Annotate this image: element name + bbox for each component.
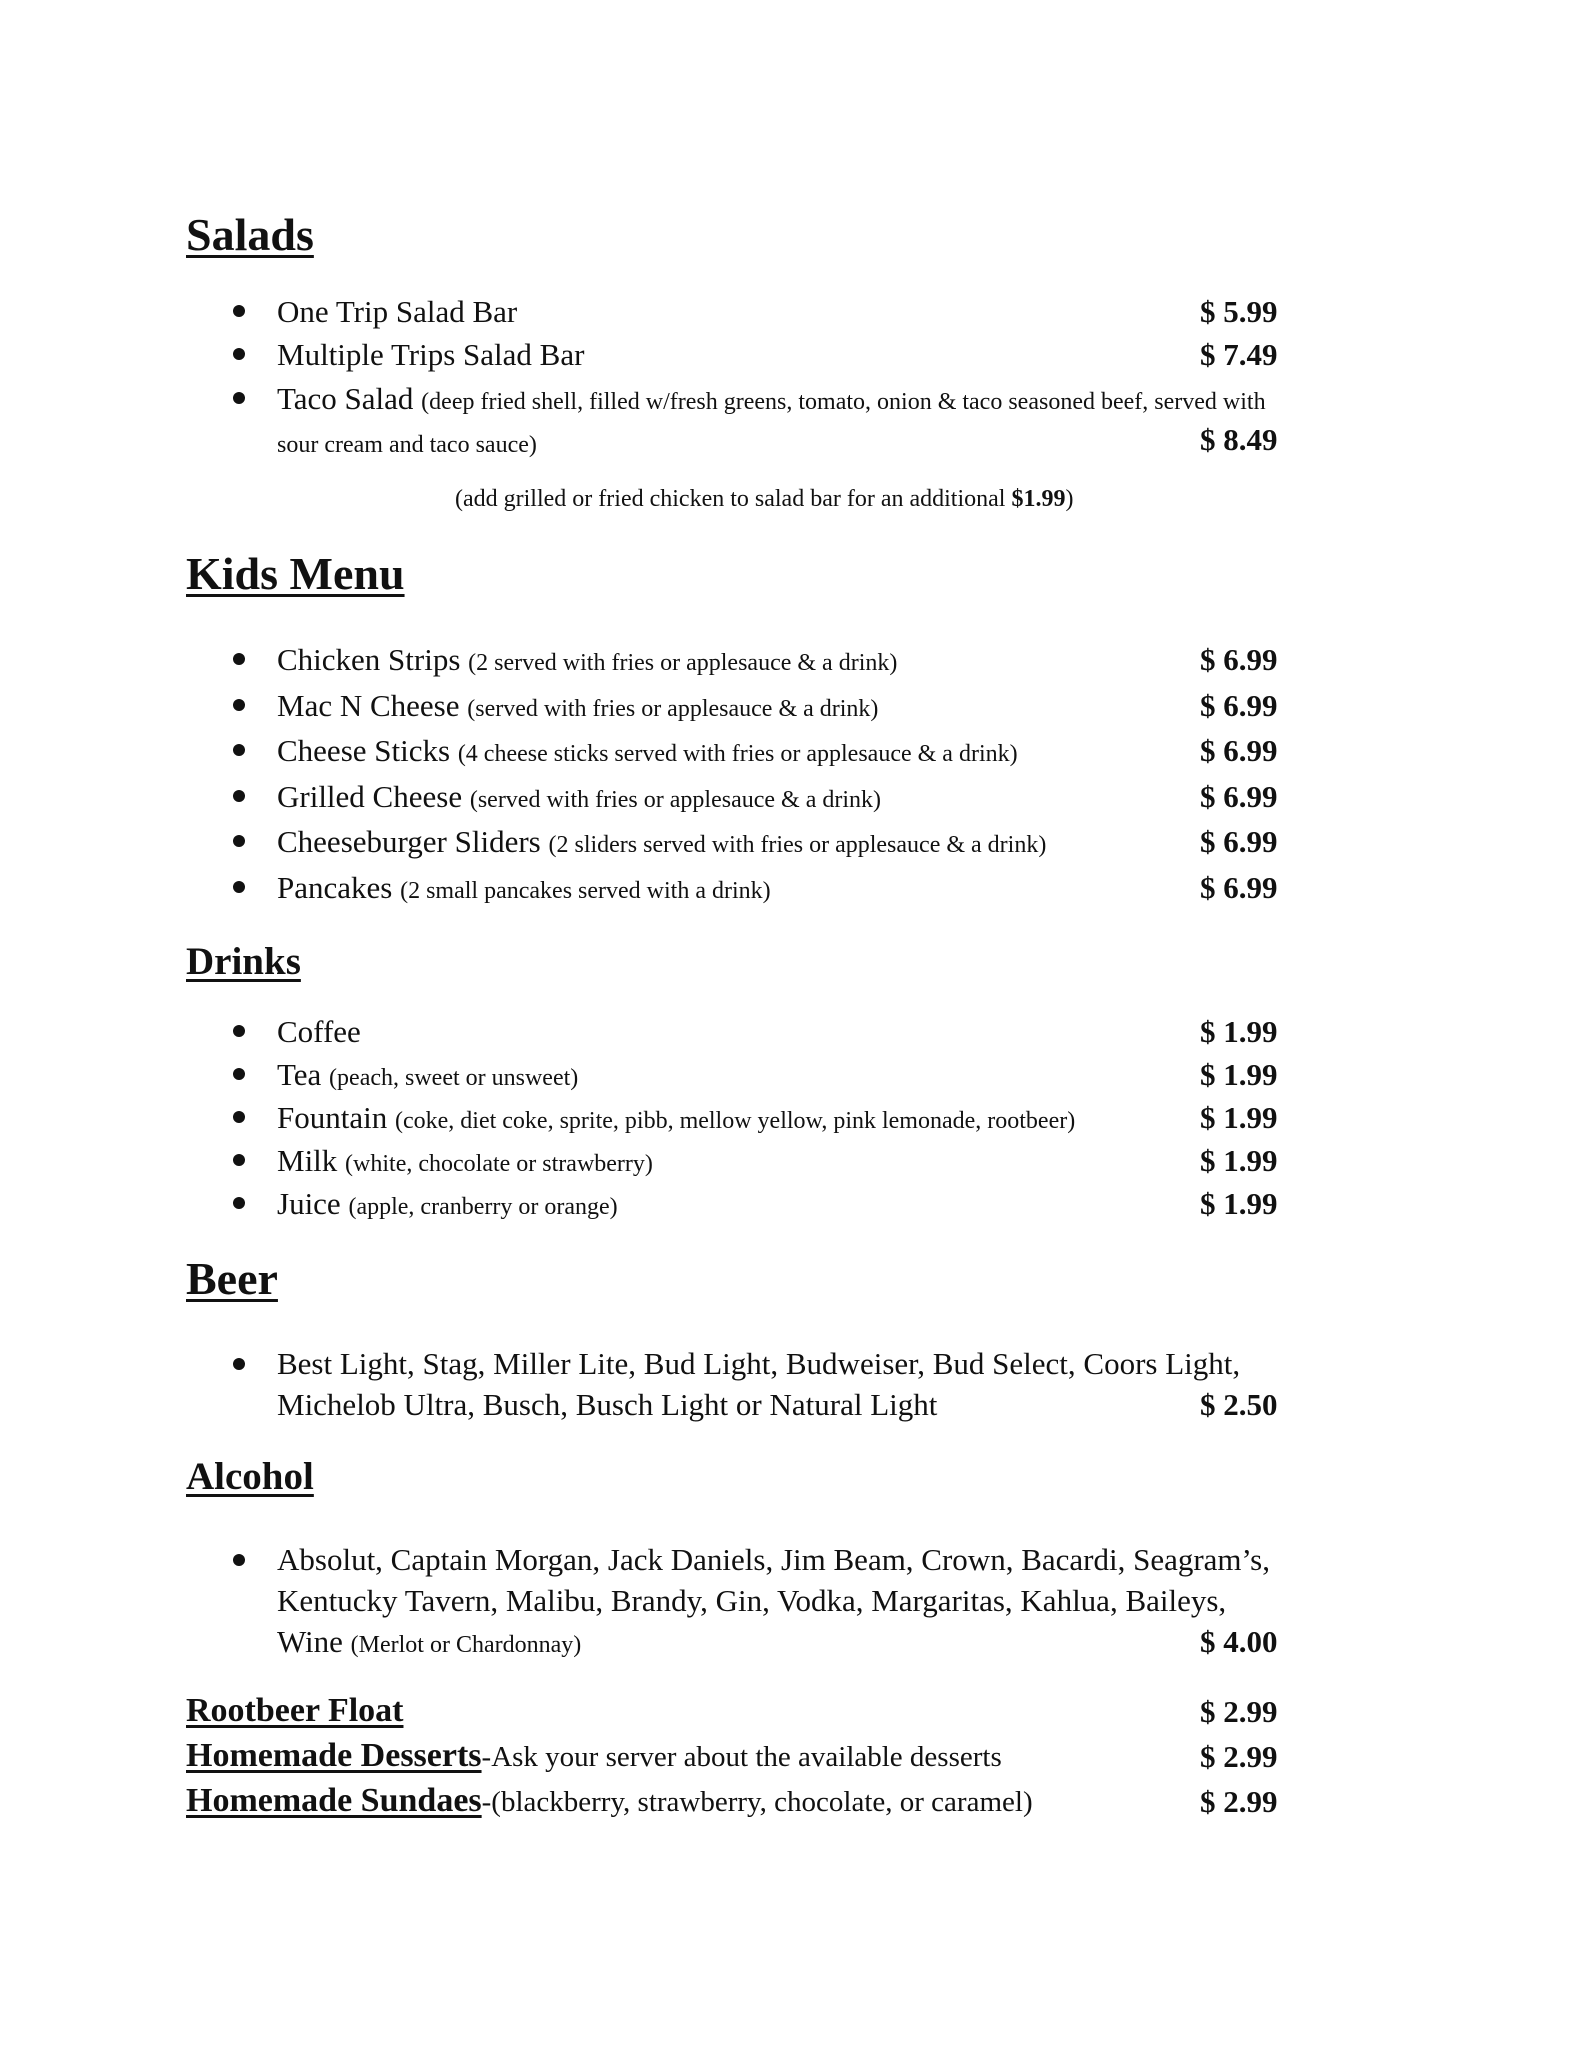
kids-item-price: $ 6.99 <box>1200 733 1278 768</box>
extra-item <box>186 1784 1033 1818</box>
extra-item-name: Homemade Desserts <box>186 1737 482 1774</box>
salad-item-desc-cont <box>277 426 537 457</box>
extra-item-text: -Ask your server about the available desserts <box>481 1741 1002 1773</box>
salad-item-desc: (deep fried shell, filled w/fresh greens, tomato, onion & taco seasoned beef, served with <box>421 389 1266 415</box>
bullet-icon <box>233 1068 245 1080</box>
drink-item-name: Coffee <box>277 1014 361 1049</box>
kids-item <box>277 690 878 721</box>
drink-item-price: $ 1.99 <box>1200 1100 1278 1135</box>
bullet-icon <box>233 392 245 404</box>
beer-price: $ 2.50 <box>1200 1387 1278 1422</box>
drink-item <box>277 1102 1075 1133</box>
bullet-icon <box>233 744 245 756</box>
kids-item-desc: (served with fries or applesauce & a drink) <box>467 696 879 722</box>
drink-item-price: $ 1.99 <box>1200 1143 1278 1178</box>
salad-item <box>277 383 1266 414</box>
bullet-icon <box>233 699 245 711</box>
extra-item <box>186 1739 1002 1773</box>
kids-item-desc: (2 small pancakes served with a drink) <box>400 878 771 904</box>
bullet-icon <box>233 790 245 802</box>
kids-item-desc: (2 sliders served with fries or applesauce & a drink) <box>548 832 1047 858</box>
salad-item-desc-line2: sour cream and taco sauce) <box>277 432 537 458</box>
bullet-icon <box>233 348 245 360</box>
alcohol-heading: Alcohol <box>186 1455 314 1498</box>
alcohol-list-line2: Kentucky Tavern, Malibu, Brandy, Gin, Vodka, Margaritas, Kahlua, Baileys, <box>277 1583 1227 1618</box>
kids-item-name: Mac N Cheese <box>277 688 460 723</box>
drink-item-price: $ 1.99 <box>1200 1057 1278 1092</box>
kids-item-price: $ 6.99 <box>1200 824 1278 859</box>
kids-item-desc: (served with fries or applesauce & a drink) <box>469 787 882 813</box>
alcohol-list-line1: Absolut, Captain Morgan, Jack Daniels, Jim Beam, Crown, Bacardi, Seagram’s, <box>277 1542 1270 1577</box>
kids-item-price: $ 6.99 <box>1200 779 1278 814</box>
extra-item-text: -(blackberry, strawberry, chocolate, or caramel) <box>481 1786 1033 1818</box>
bullet-icon <box>233 881 245 893</box>
drink-item-name: Fountain <box>277 1100 388 1135</box>
salad-item-price: $ 8.49 <box>1200 422 1278 457</box>
drink-item <box>277 1145 653 1176</box>
kids-item <box>277 644 897 675</box>
kids-item-name: Pancakes <box>277 870 393 905</box>
alcohol-list-line3 <box>277 1626 581 1657</box>
salad-note-price: $1.99 <box>1011 486 1066 512</box>
extra-item-price: $ 2.99 <box>1200 1694 1278 1729</box>
salad-note <box>455 487 1073 511</box>
salad-item-name: Taco Salad <box>277 381 414 416</box>
kids-item-price: $ 6.99 <box>1200 688 1278 723</box>
salad-item-price: $ 5.99 <box>1200 294 1278 329</box>
bullet-icon <box>233 653 245 665</box>
drink-item-desc: (coke, diet coke, sprite, pibb, mellow yellow, pink lemonade, rootbeer) <box>394 1108 1076 1134</box>
salad-note-text: (add grilled or fried chicken to salad bar for an additional <box>455 486 1006 512</box>
kids-item-price: $ 6.99 <box>1200 870 1278 905</box>
kids-item-name: Cheese Sticks <box>277 733 451 768</box>
salad-item-price: $ 7.49 <box>1200 337 1278 372</box>
drink-item-desc: (apple, cranberry or orange) <box>348 1194 618 1220</box>
salad-item-name: One Trip Salad Bar <box>277 294 518 329</box>
drink-item <box>277 1059 578 1090</box>
drink-item <box>277 1016 361 1047</box>
bullet-icon <box>233 1154 245 1166</box>
drink-item <box>277 1188 618 1219</box>
bullet-icon <box>233 1111 245 1123</box>
bullet-icon <box>233 305 245 317</box>
drinks-heading: Drinks <box>186 940 301 983</box>
salad-note-close: ) <box>1065 486 1074 512</box>
bullet-icon <box>233 1025 245 1037</box>
kids-item <box>277 826 1046 857</box>
kids-item-desc: (4 cheese sticks served with fries or applesauce & a drink) <box>457 741 1018 767</box>
extra-item-name: Homemade Sundaes <box>186 1782 482 1819</box>
kids-item-name: Chicken Strips <box>277 642 461 677</box>
kids-item-price: $ 6.99 <box>1200 642 1278 677</box>
kids-item <box>277 781 881 812</box>
alcohol-wine-name: Wine <box>277 1624 343 1659</box>
kids-item-name: Grilled Cheese <box>277 779 463 814</box>
drink-item-name: Milk <box>277 1143 338 1178</box>
beer-heading: Beer <box>186 1253 278 1304</box>
drink-item-price: $ 1.99 <box>1200 1186 1278 1221</box>
drink-item-name: Juice <box>277 1186 341 1221</box>
kids-item <box>277 872 771 903</box>
salads-heading: Salads <box>186 209 314 260</box>
kids-item <box>277 735 1018 766</box>
bullet-icon <box>233 835 245 847</box>
drink-item-desc: (peach, sweet or unsweet) <box>329 1065 579 1091</box>
extra-item <box>186 1694 403 1728</box>
drink-item-name: Tea <box>277 1057 322 1092</box>
extra-item-price: $ 2.99 <box>1200 1739 1278 1774</box>
drink-item-desc: (white, chocolate or strawberry) <box>345 1151 653 1177</box>
alcohol-wine-desc: (Merlot or Chardonnay) <box>350 1632 582 1658</box>
kids-heading: Kids Menu <box>186 548 405 599</box>
kids-item-name: Cheeseburger Sliders <box>277 824 541 859</box>
bullet-icon <box>233 1358 245 1370</box>
salad-item-name: Multiple Trips Salad Bar <box>277 337 585 372</box>
beer-list-line2: Michelob Ultra, Busch, Busch Light or Natural Light <box>277 1387 938 1422</box>
extra-item-price: $ 2.99 <box>1200 1784 1278 1819</box>
drink-item-price: $ 1.99 <box>1200 1014 1278 1049</box>
beer-list-line1: Best Light, Stag, Miller Lite, Bud Light, Budweiser, Bud Select, Coors Light, <box>277 1346 1241 1381</box>
extra-item-name: Rootbeer Float <box>186 1692 404 1729</box>
bullet-icon <box>233 1554 245 1566</box>
kids-item-desc: (2 served with fries or applesauce & a drink) <box>468 650 898 676</box>
bullet-icon <box>233 1197 245 1209</box>
alcohol-price: $ 4.00 <box>1200 1624 1278 1659</box>
